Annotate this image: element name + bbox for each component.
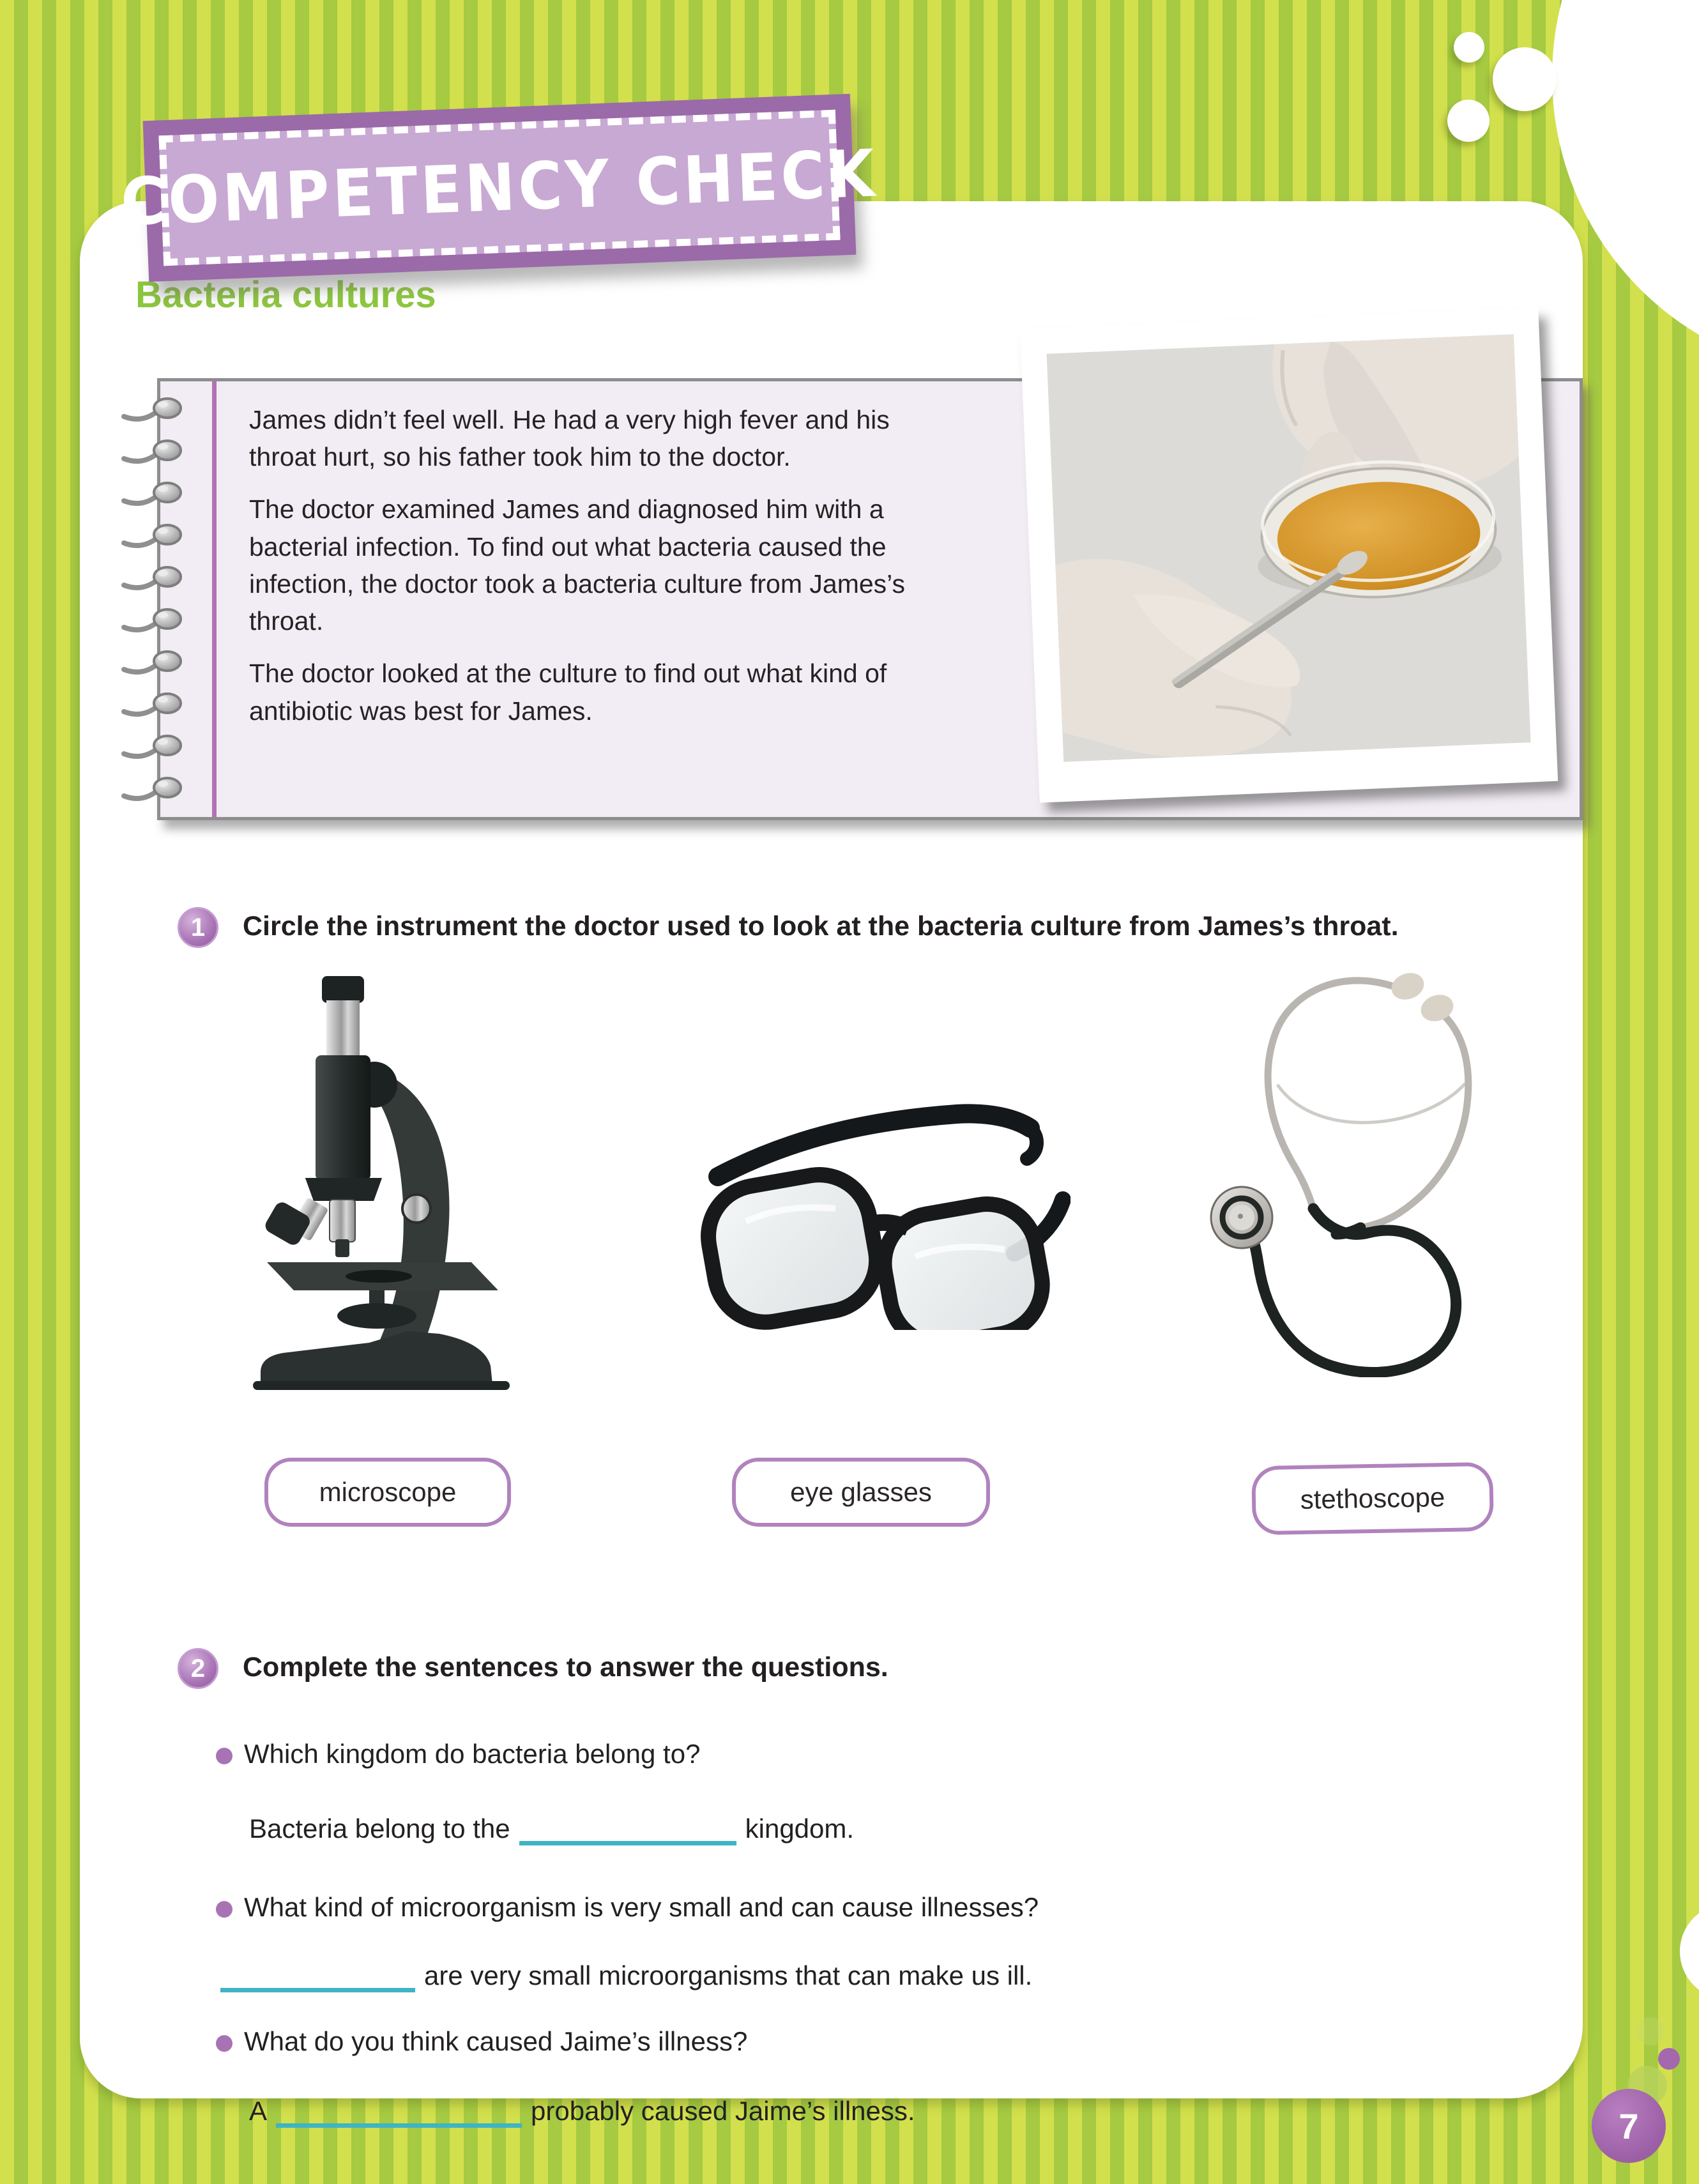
q2-item-2-after: are very small microorganisms that can make us ill. [424, 1960, 1033, 1990]
option-microscope[interactable] [264, 1458, 511, 1527]
notebook-margin-line [212, 381, 217, 817]
stethoscope-image[interactable] [1183, 957, 1501, 1377]
story-paragraph-2: The doctor examined James and diagnosed him with a bacterial infection. To find out what bacteria caused the infection, the doctor took a bacteria culture from James’s throat. [249, 494, 906, 636]
question-2-badge: 2 [178, 1648, 218, 1689]
option-eye-glasses[interactable] [732, 1458, 990, 1527]
q2-item-1-answer [249, 1813, 854, 1845]
bullet-icon [216, 1748, 232, 1764]
microscope-icon [248, 976, 533, 1390]
q2-item-2-question: What kind of microorganism is very small and can cause illnesses? [244, 1892, 1039, 1922]
question-1-prompt: Circle the instrument the doctor used to look at the bacteria culture from James’s throat. [243, 911, 1399, 942]
q2-item-3-question: What do you think caused Jaime’s illness? [244, 2026, 748, 2056]
decorative-dot-green-faint [1636, 2017, 1665, 2045]
answer-blank-kingdom[interactable] [519, 1813, 736, 1845]
decorative-side-tab [1680, 1904, 1699, 1999]
banner-title: COMPETENCY CHECK [119, 135, 880, 241]
story-paragraph-1: James didn’t feel well. He had a very high fever and his throat hurt, so his father took him to the doctor. [249, 405, 890, 472]
eyeglasses-image[interactable] [657, 1062, 1070, 1330]
decorative-bubble-small-2 [1493, 47, 1557, 111]
q2-item-1-question: Which kingdom do bacteria belong to? [244, 1739, 701, 1769]
page-number-badge: 7 [1592, 2089, 1666, 2163]
question-1-badge: 1 [178, 907, 218, 948]
option-eye-glasses-label: eye glasses [790, 1477, 932, 1507]
banner-inner-frame [119, 110, 880, 266]
stethoscope-icon [1183, 957, 1501, 1377]
q2-item-3-after: probably caused Jaime’s illness. [531, 2096, 915, 2126]
q2-item-3-before: A [249, 2096, 268, 2126]
page-title: Bacteria cultures [135, 274, 436, 316]
bacteria-culture-photo [1020, 307, 1558, 802]
story-paragraph-3: The doctor looked at the culture to find out what kind of antibiotic was best for James. [249, 659, 887, 726]
answer-blank-microorganism[interactable] [220, 1960, 415, 1992]
decorative-bubble-small-1 [1454, 32, 1484, 63]
bullet-icon [216, 1901, 232, 1918]
story-text [249, 401, 936, 745]
eyeglasses-icon [657, 1062, 1070, 1330]
petri-dish-illustration [1046, 334, 1530, 762]
q2-item-2-answer [220, 1960, 1032, 1992]
q2-item-1-after: kingdom. [745, 1814, 855, 1844]
microscope-image[interactable] [248, 976, 533, 1390]
decorative-dot-purple [1658, 2048, 1680, 2070]
option-microscope-label: microscope [319, 1477, 457, 1507]
option-stethoscope[interactable] [1251, 1462, 1494, 1536]
decorative-bubble-small-3 [1447, 100, 1489, 142]
q2-item-1-before: Bacteria belong to the [249, 1814, 510, 1844]
competency-check-banner [119, 94, 880, 282]
answer-blank-cause[interactable] [276, 2095, 522, 2128]
spiral-binding-icon [121, 396, 193, 818]
option-stethoscope-label: stethoscope [1300, 1482, 1445, 1515]
q2-item-3-answer [249, 2095, 915, 2128]
question-2-prompt: Complete the sentences to answer the questions. [243, 1652, 888, 1683]
bullet-icon [216, 2035, 232, 2052]
